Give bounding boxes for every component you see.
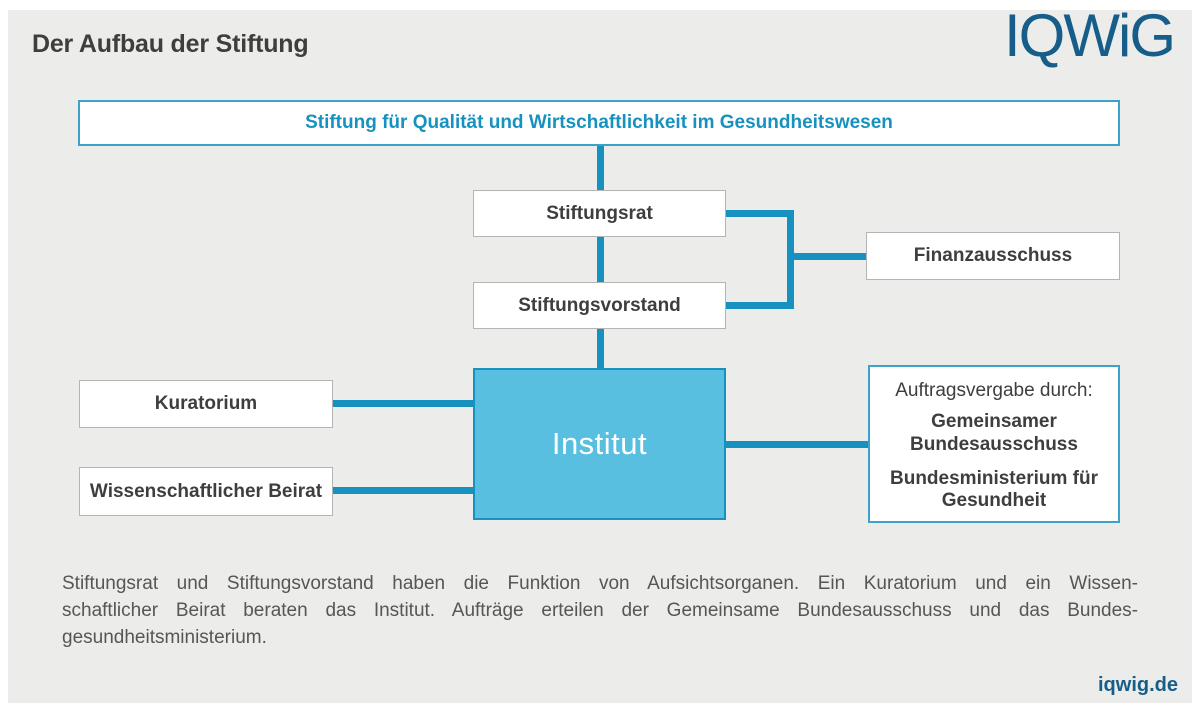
node-auftragsvergabe	[868, 365, 1120, 523]
node-kuratorium-label: Kuratorium	[154, 393, 258, 414]
connector-stiftungsrat-stiftungsvorstand	[597, 237, 604, 282]
connector-beirat-institut	[333, 487, 473, 494]
page-title: Der Aufbau der Stiftung	[32, 30, 309, 58]
iqwig-logo: IQWiG	[1004, 2, 1174, 69]
node-finanzausschuss-label: Finanzausschuss	[913, 245, 1073, 266]
node-kuratorium	[79, 380, 333, 428]
node-wissenschaftlicher-beirat-label: Wissenschaftlicher Beirat	[89, 480, 323, 502]
connector-stiftungsvorstand-bracket	[726, 302, 794, 309]
auftragsvergabe-heading: Auftragsvergabe durch:	[895, 380, 1093, 401]
caption-line-2: schaftlicher Beirat beraten das Institut. Aufträge erteilen der Gemeinsame Bundesausschuss und das Bundes-	[62, 600, 1138, 621]
auftragsvergabe-entry-gba: Gemeinsamer Bundesausschuss	[910, 411, 1078, 455]
node-wissenschaftlicher-beirat	[79, 467, 333, 516]
caption-line-3: gesundheitsministerium.	[62, 627, 267, 648]
website-url: iqwig.de	[1098, 674, 1178, 696]
node-institut-label: Institut	[551, 426, 648, 461]
connector-institut-auftragsvergabe	[726, 441, 868, 448]
connector-kuratorium-institut	[333, 400, 473, 407]
caption-line-1: Stiftungsrat und Stiftungsvorstand haben die Funktion von Aufsichtsorganen. Ein Kuratorium und ein Wissen-	[62, 573, 1138, 594]
node-stiftung	[78, 100, 1120, 146]
node-institut	[473, 368, 726, 520]
connector-stiftung-stiftungsrat	[597, 146, 604, 190]
connector-stiftungsrat-bracket	[726, 210, 794, 217]
node-stiftung-label: Stiftung für Qualität und Wirtschaftlichkeit im Gesundheitswesen	[305, 112, 893, 133]
connector-bracket-finanzausschuss	[794, 253, 866, 260]
connector-stiftungsvorstand-institut	[597, 329, 604, 368]
caption-paragraph	[62, 570, 1138, 651]
node-stiftungsvorstand-label: Stiftungsvorstand	[518, 294, 681, 316]
node-stiftungsrat	[473, 190, 726, 237]
node-stiftungsrat-label: Stiftungsrat	[546, 202, 653, 224]
connector-bracket-vertical	[787, 210, 794, 309]
node-stiftungsvorstand	[473, 282, 726, 329]
auftragsvergabe-entry-bmg: Bundesministerium für Gesundheit	[890, 467, 1098, 512]
node-finanzausschuss	[866, 232, 1120, 280]
